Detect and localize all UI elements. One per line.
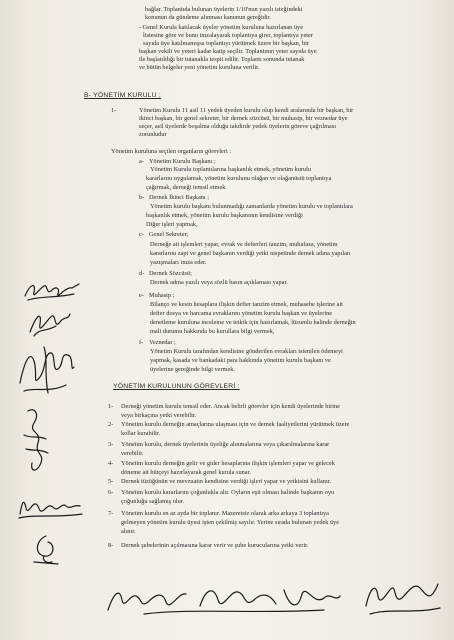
- role-c-line-2: kararlarını zapt ve genel başkanın verdiği yetki nispetinde dernek adına yapılan: [150, 250, 351, 257]
- item1-number: 1-: [111, 107, 117, 114]
- role-b-line-1: Yönetim kurulu başkanı bulunmadığı zamanlarda yönetim kurulu ve toplantılara: [150, 203, 353, 210]
- item1-line-2: ikinci başkan, bir genel sekreter, bir dernek sözcüsü, bir muhasip, bir veznedar üye: [139, 115, 348, 122]
- signature-3: [14, 343, 78, 399]
- item1-line-1: Yönetim Kurulu 11 asil 11 yedek üyeden kurulu olup kendi aralarında bir başkan, bir: [139, 107, 354, 114]
- role-d-title: Dernek Sözcüsü;: [149, 270, 192, 277]
- duty-3-line-1: Yönetim kurulu, dernek üyelerinin üyeliğe alınmalarına veya çıkarılmalarına karar: [121, 441, 330, 448]
- top-line-2: konunun da gündeme alınması kanunun gereğidir.: [145, 14, 271, 21]
- signature-4: [20, 405, 54, 477]
- duty-2-num: 2-: [108, 421, 114, 428]
- duty-4-line-1: Yönetim kurulu derneğin gelir ve gider hesaplarına ilişkin işlemleri yapar ve gelecek: [121, 460, 335, 467]
- role-d-line-1: Dernek adına yazılı veya sözlü basın açıklaması yapar.: [150, 279, 288, 286]
- signature-7: [104, 580, 344, 618]
- duty-2-line-1: Yönetim kurulu derneğin amaçlarına ulaşması için ve dernek faaliyetlerini yürütmek üzere: [121, 421, 350, 428]
- duty-6-num: 6-: [108, 489, 114, 496]
- duty-3-line-2: verebilir.: [121, 450, 144, 457]
- signature-2: [26, 306, 74, 340]
- role-a-letter: a-: [139, 158, 144, 165]
- duty-1-num: 1-: [108, 403, 114, 410]
- duty-7-line-2: gelmeyen yönetim kurulu üyesi işten çekilmiş sayılır. Yerine sırada bulunan yedek üye: [121, 519, 340, 526]
- duty-2-line-2: kollar kurabilir.: [121, 430, 161, 437]
- duty-1-line-2: veya birkaçına yetki verebilir.: [121, 412, 197, 419]
- signature-1: [22, 278, 82, 306]
- signature-8: [360, 574, 444, 618]
- duty-6-line-2: çoğunluğu sağlamış olur.: [121, 498, 185, 505]
- top-line-4: listesine göre ve bunu imzalayarak toplantıya girer, toplantıya yeter: [143, 32, 313, 39]
- role-f-title: Veznedar ;: [149, 339, 176, 346]
- role-f-line-2: yapmak, kasada ve bankadaki para hakkında yönetim kurulu başkanı ve: [150, 357, 331, 364]
- duties-heading: YÖNETİM KURULUNUN GÖREVLERİ :: [113, 383, 240, 390]
- role-c-line-3: yazışmaları imza eder.: [150, 259, 207, 266]
- role-a-line-2: kararlarını uygulamak, yönetim kurulunu olağan ve olağanüstü toplantıya: [146, 175, 332, 182]
- role-a-line-1: Yönetim Kurulu toplantılarına başkanlık etmek, yönetim kurulu: [150, 166, 312, 173]
- role-e-letter: e-: [139, 292, 144, 299]
- item1-line-3: seçer, asil üyelerde boşalma olduğu takdirde yedek üyelerin göreve çağrılması: [139, 123, 336, 130]
- top-line-8: ve bütün belgeler yeni yönetim kuruluna verilir.: [139, 64, 260, 71]
- duty-5-num: 5-: [108, 478, 114, 485]
- duty-3-num: 3-: [108, 441, 114, 448]
- duty-5-line-1: Dernek tüzüğünün ve mevzuatın kendisine verdiği işleri yapar ve yetkisini kullanır.: [121, 478, 332, 485]
- role-c-line-1: Derneğe ait işlemleri yapar, evrak ve defterleri tanzim, muhafaza, yönetim: [150, 241, 338, 248]
- duty-4-num: 4-: [108, 460, 114, 467]
- item1-line-4: zorunludur: [139, 131, 167, 138]
- duty-7-num: 7-: [108, 510, 114, 517]
- role-e-line-1: Bilanço ve kesin hesaplara ilişkin defter tanzim etmek, muhasebe işlerine ait: [150, 301, 343, 308]
- role-b-line-3: Diğer işleri yapmak,: [146, 221, 198, 228]
- role-a-title: Yönetim Kurulu Başkanı ;: [149, 158, 216, 165]
- top-line-6: başkan vekili ve yeteri kadar katip seçilir. Toplantının yeter sayıda üye: [139, 48, 317, 55]
- duty-1-line-1: Derneği yönetim kurulu temsil eder. Ancak belirli görevler için kendi üyelerinde birine: [121, 403, 340, 410]
- signature-5: [16, 492, 86, 522]
- duty-7-line-1: Yönetim kurulu en az ayda bir toplanır. Mazeretsiz olarak arka arkaya 3 toplantıya: [121, 510, 329, 517]
- role-d-letter: d-: [139, 270, 145, 277]
- top-line-5: sayıda üye katılmamışsa toplantıyı yürütmek üzere bir başkan, bir: [143, 40, 309, 47]
- role-e-title: Muhasip ;: [149, 292, 175, 299]
- top-line-7: ile başlatıldığı bir tutanakla tespit edilir. Toplantı sonunda tutanak: [139, 56, 305, 63]
- duty-4-line-2: döneme ait bütçeyi hazırlayarak genel kurula sunar.: [121, 469, 251, 476]
- role-b-letter: b-: [139, 194, 145, 201]
- signature-6: [28, 532, 64, 568]
- role-f-line-1: Yönetim Kurulu tarafından kendisine gönderilen evrakları istenilen ödemeyi: [150, 348, 343, 355]
- role-f-letter: f-: [139, 339, 144, 346]
- role-e-line-2: defter dosya ve harcama evraklarını yönetim kurulu başkan ve üyelerine: [150, 310, 333, 317]
- role-c-letter: c-: [139, 231, 144, 238]
- role-e-line-3: denetleme kuruluna inceleme ve tetkik için hazırlamak, lüzumlu halinde derneğin: [150, 319, 356, 326]
- top-line-1: bağlar. Toplantıda bulunan üyelerin 1/10'nun yazılı isteğindeki: [145, 6, 303, 13]
- role-b-line-2: başkanlık etmek, yönetim kurulu başkanının kendisine verdiği: [146, 212, 303, 219]
- role-f-line-3: üyelerine gereğinde bilgi vermek.: [150, 366, 235, 373]
- role-b-title: Dernek İkinci Başkanı ;: [149, 194, 209, 201]
- duties-intro: Yönetim kuruluna seçilen organların görevleri :: [111, 148, 232, 155]
- role-c-title: Genel Sekreter;: [149, 231, 189, 238]
- duty-8-num: 8-: [108, 542, 114, 549]
- duty-7-line-3: alınır.: [121, 528, 136, 535]
- role-e-line-4: mali durumu hakkında bu kurullara bilgi vermek,: [150, 328, 275, 335]
- duty-6-line-1: Yönetim kurulu kararlarını çoğunlukla alır. Oyların eşit olması halinde başkanın oyu: [121, 489, 335, 496]
- role-a-line-3: çağırmak, derneği temsil etmek: [146, 184, 226, 191]
- top-line-3: - Genel Kurula katılacak üyeler yönetim kuruluna hazırlanan üye: [139, 24, 304, 31]
- duty-8-line-1: Dernek şubelerinin açılmasına karar verir ve şube kurucularına yetki verir.: [121, 542, 309, 549]
- section-b-heading: B- YÖNETİM KURULU ;: [84, 92, 161, 99]
